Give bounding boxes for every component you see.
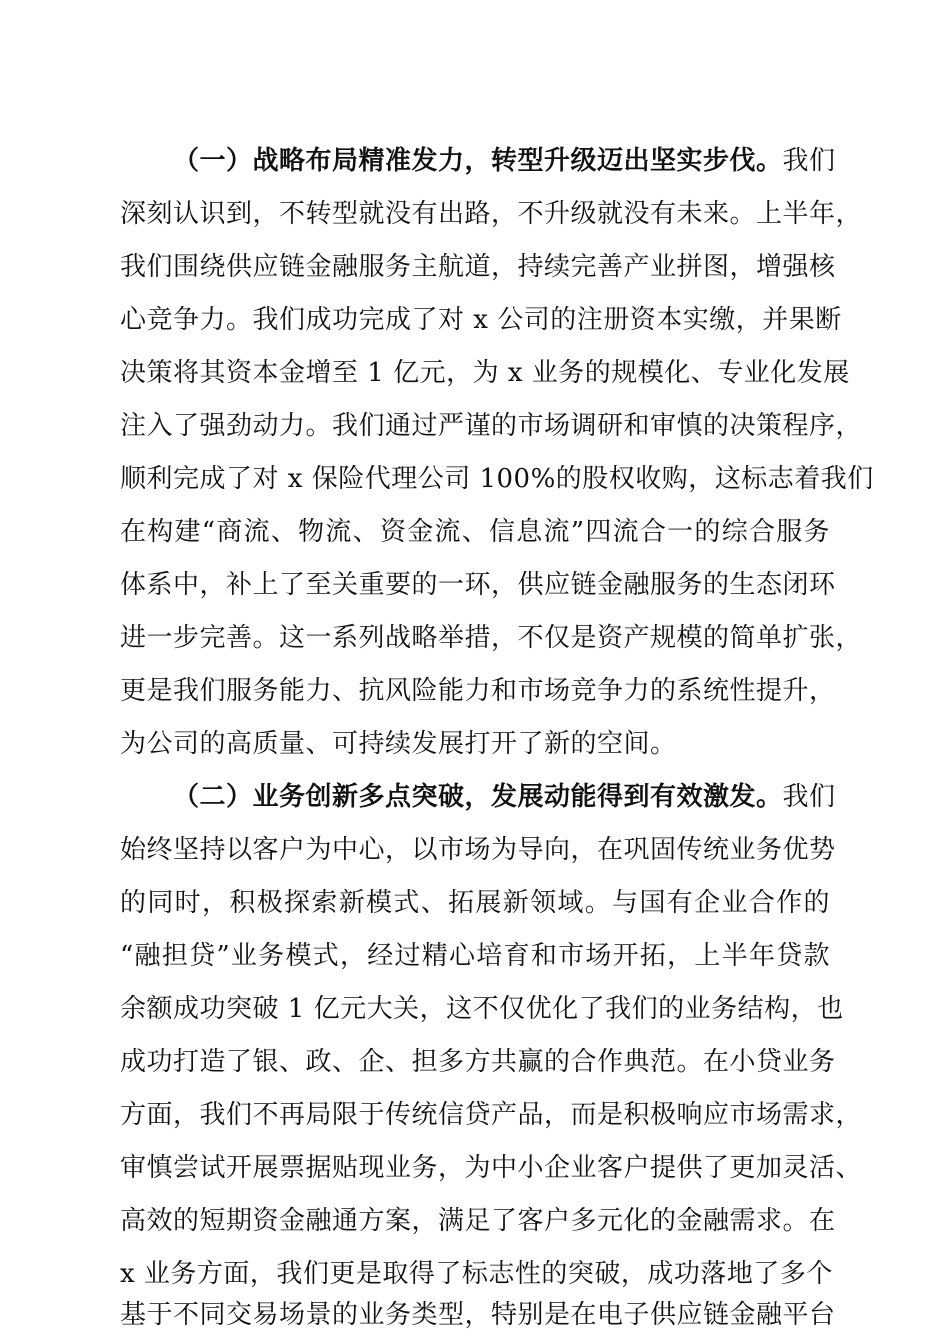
paragraph-1-line-11: 更是我们服务能力、抗风险能力和市场竞争力的系统性提升，	[120, 676, 836, 706]
paragraph-1-line-9: 体系中，补上了至关重要的一环，供应链金融服务的生态闭环	[120, 570, 836, 600]
paragraph-1-line-3: 我们围绕供应链金融服务主航道，持续完善产业拼图，增强核	[120, 252, 836, 282]
paragraph-1-line-12: 为公司的高质量、可持续发展打开了新的空间。	[120, 729, 677, 759]
paragraph-2-line-4: “融担贷”业务模式，经过精心培育和市场开拓，上半年贷款	[120, 941, 830, 971]
paragraph-2-line-9: 高效的短期资金融通方案，满足了客户多元化的金融需求。在	[120, 1206, 836, 1236]
paragraph-2-line-1	[173, 777, 836, 817]
paragraph-1-line-7: 顺利完成了对 x 保险代理公司 100%的股权收购，这标志着我们	[120, 464, 874, 494]
paragraph-1-heading: （一）战略布局精准发力，转型升级迈出坚实步伐。	[173, 146, 783, 176]
paragraph-2-text: 我们	[782, 782, 836, 812]
paragraph-2-line-6: 成功打造了银、政、企、担多方共赢的合作典范。在小贷业务	[120, 1047, 836, 1077]
paragraph-2-line-8: 审慎尝试开展票据贴现业务，为中小企业客户提供了更加灵活、	[120, 1153, 863, 1183]
paragraph-2-line-3: 的同时，积极探索新模式、拓展新领域。与国有企业合作的	[120, 888, 830, 918]
paragraph-1-line-2: 深刻认识到，不转型就没有出路，不升级就没有未来。上半年，	[120, 199, 863, 229]
paragraph-2-heading: （二）业务创新多点突破，发展动能得到有效激发。	[173, 782, 783, 812]
paragraph-1-line-10: 进一步完善。这一系列战略举措，不仅是资产规模的简单扩张，	[120, 623, 863, 653]
paragraph-2-line-11: 基于不同交易场景的业务类型，特别是在电子供应链金融平台	[120, 1300, 836, 1330]
paragraph-1-line-6: 注入了强劲动力。我们通过严谨的市场调研和审慎的决策程序，	[120, 411, 863, 441]
paragraph-2-line-7: 方面，我们不再局限于传统信贷产品，而是积极响应市场需求，	[120, 1100, 863, 1130]
paragraph-2-line-10: x 业务方面，我们更是取得了标志性的突破，成功落地了多个	[120, 1259, 833, 1289]
paragraph-1-text: 我们	[782, 146, 836, 176]
paragraph-1-line-4: 心竞争力。我们成功完成了对 x 公司的注册资本实缴，并果断	[120, 305, 842, 335]
paragraph-1-line-1	[173, 141, 836, 181]
paragraph-1-line-8: 在构建“商流、物流、资金流、信息流”四流合一的综合服务	[120, 517, 830, 547]
paragraph-2-line-5: 余额成功突破 1 亿元大关，这不仅优化了我们的业务结构，也	[120, 994, 844, 1024]
paragraph-1-line-5: 决策将其资本金增至 1 亿元，为 x 业务的规模化、专业化发展	[120, 358, 850, 388]
paragraph-2-line-2: 始终坚持以客户为中心，以市场为导向，在巩固传统业务优势	[120, 835, 836, 865]
